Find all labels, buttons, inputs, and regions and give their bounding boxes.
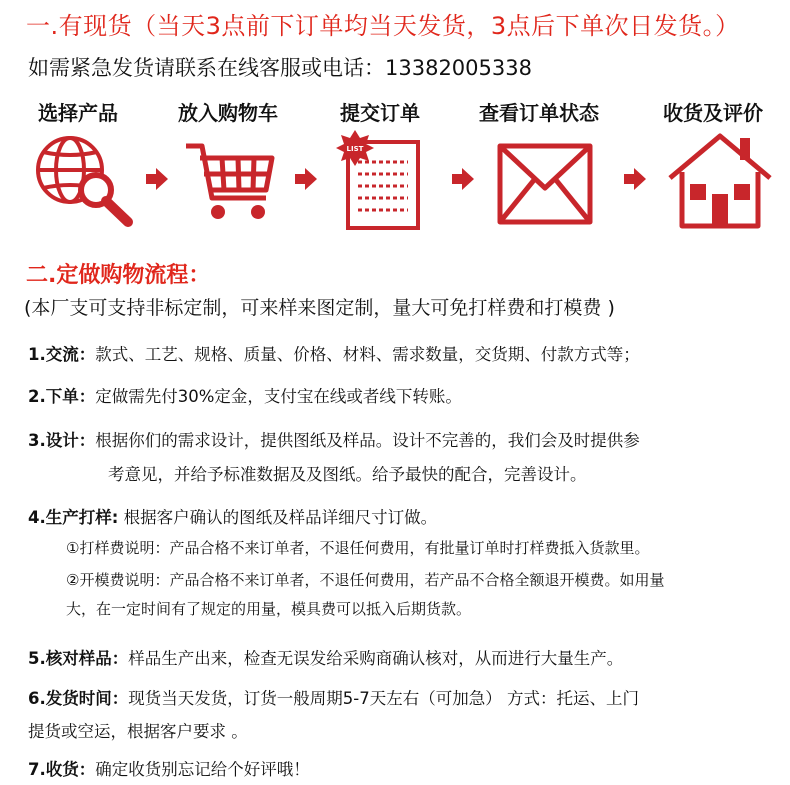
item-label: 7.收货： (28, 760, 96, 779)
arrow-right-icon (146, 168, 168, 190)
step-label-submit-order: 提交订单 (340, 101, 420, 125)
contact-phone-line: 如需紧急发货请联系在线客服或电话：13382005338 (28, 56, 532, 80)
arrow-right-icon (624, 168, 646, 190)
step-label-receive-review: 收货及评价 (663, 101, 763, 125)
item-text-continued: 考意见，并给予标准数据及及图纸。给予最快的配合，完善设计。 (108, 465, 587, 484)
list-badge: LIST (346, 145, 364, 153)
item-label: 6.发货时间： (28, 689, 129, 708)
note-mold-fee-continued: 大，在一定时间有了规定的用量，模具费可以抵入后期货款。 (66, 600, 472, 618)
list-item (28, 645, 623, 669)
item-text: 款式、工艺、规格、质量、价格、材料、需求数量，交货期、付款方式等； (95, 345, 640, 364)
item-label: 5.核对样品： (28, 649, 129, 668)
step-label-select-product: 选择产品 (38, 101, 118, 125)
item-text: 确定收货别忘记给个好评哦！ (95, 760, 310, 779)
item-text: 根据你们的需求设计，提供图纸及样品。设计不完善的，我们会及时提供参 (95, 431, 640, 450)
item-text: 现货当天发货，订货一般周期5-7天左右（可加急） 方式：托运、上门 (128, 689, 639, 708)
shopping-cart-icon (182, 128, 282, 228)
item-label: 3.设计： (28, 431, 96, 450)
item-text: 样品生产出来，检查无误发给采购商确认核对，从而进行大量生产。 (128, 649, 624, 668)
item-label: 4.生产打样: (28, 508, 119, 527)
item-label: 1.交流： (28, 345, 96, 364)
list-item (28, 685, 639, 709)
item-text: 定做需先付30%定金，支付宝在线或者线下转账。 (95, 387, 462, 406)
note-sample-fee: ①打样费说明：产品合格不来订单者，不退任何费用，有批量订单时打样费抵入货款里。 (66, 539, 650, 557)
item-text: 根据客户确认的图纸及样品详细尺寸订做。 (118, 508, 438, 527)
house-icon (666, 128, 774, 232)
order-list-icon (336, 128, 428, 232)
section1-title: 一.有现货（当天3点前下订单均当天发货，3点后下单次日发货。） (26, 12, 740, 40)
step-label-add-to-cart: 放入购物车 (178, 101, 278, 125)
item-label: 2.下单： (28, 387, 96, 406)
list-item (28, 383, 462, 407)
section2-subtitle: (本厂支可支持非标定制，可来样来图定制，量大可免打样费和打模费 ) (24, 297, 615, 319)
step-label-order-status: 查看订单状态 (479, 101, 599, 125)
note-mold-fee: ②开模费说明：产品合格不来订单者，不退任何费用，若产品不合格全额退开模费。如用量 (66, 571, 665, 589)
section2-title: 二.定做购物流程： (26, 263, 211, 288)
list-item (28, 427, 640, 451)
list-item (28, 341, 640, 365)
list-item (28, 504, 437, 528)
item-text-continued: 提货或空运，根据客户要求 。 (28, 722, 248, 741)
globe-magnifier-icon (24, 128, 136, 228)
arrow-right-icon (452, 168, 474, 190)
list-item (28, 756, 310, 780)
envelope-icon (496, 128, 596, 228)
arrow-right-icon (295, 168, 317, 190)
